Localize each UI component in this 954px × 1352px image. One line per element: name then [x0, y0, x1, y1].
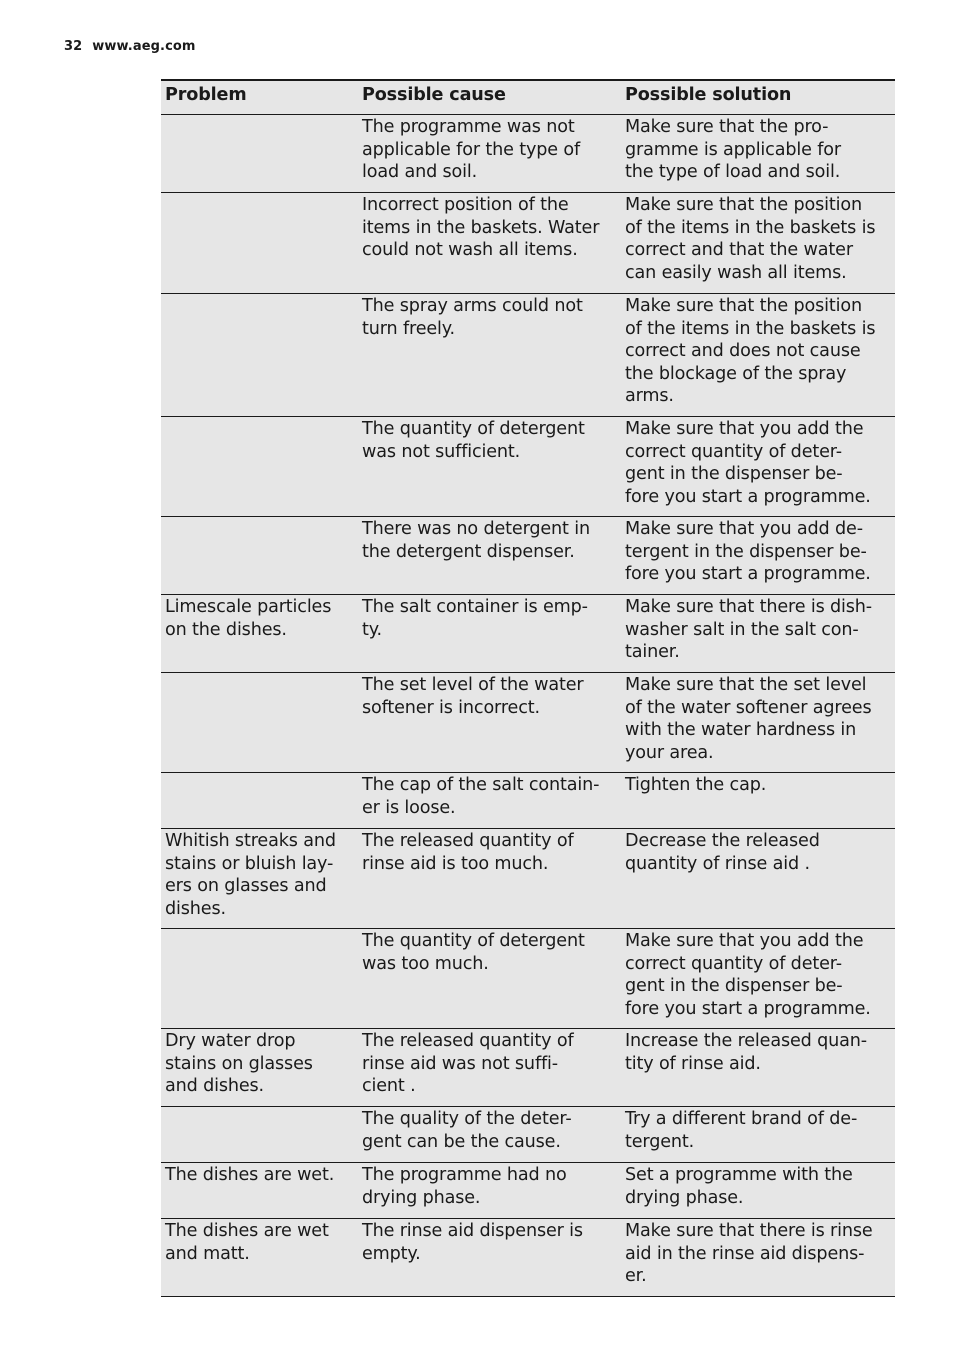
table-row: [161, 294, 895, 417]
table-row: [161, 829, 895, 929]
problem-cell: Dry water drop stains on glasses and dishes.: [165, 1031, 313, 1096]
solution-cell: Increase the released quan- tity of rinse aid.: [625, 1031, 867, 1074]
problem-cell: [161, 294, 358, 417]
problem-cell: [161, 115, 358, 193]
solution-cell: Make sure that there is rinse aid in the rinse aid dispens- er.: [625, 1221, 873, 1286]
problem-cell: The dishes are wet.: [165, 1165, 335, 1185]
cause-cell: The programme was not applicable for the type of load and soil.: [362, 117, 581, 182]
table-row: [161, 1029, 895, 1107]
page-number: 32: [64, 39, 83, 54]
cause-cell: Incorrect position of the items in the baskets. Water could not wash all items.: [362, 195, 600, 260]
solution-cell: Make sure that the position of the items in the baskets is correct and does not cause the blockage of the spray arms.: [625, 296, 876, 406]
cause-cell: The released quantity of rinse aid was not suffi- cient .: [362, 1031, 574, 1096]
problem-cell: [161, 929, 358, 1029]
solution-cell: Make sure that you add the correct quantity of deter- gent in the dispenser be- fore you start a programme.: [625, 931, 871, 1019]
table-row: [161, 193, 895, 294]
cause-cell: The quantity of detergent was too much.: [362, 931, 585, 974]
solution-cell: Decrease the released quantity of rinse aid .: [625, 831, 820, 874]
table-row: [161, 417, 895, 517]
cause-cell: The released quantity of rinse aid is too much.: [362, 831, 574, 874]
cause-cell: There was no detergent in the detergent dispenser.: [362, 519, 590, 562]
table-header-row: [161, 80, 895, 115]
column-header-problem: Problem: [165, 85, 247, 105]
cause-cell: The quantity of detergent was not sufficient.: [362, 419, 585, 462]
solution-cell: Make sure that the pro- gramme is applicable for the type of load and soil.: [625, 117, 841, 182]
problem-cell: [161, 517, 358, 595]
solution-cell: Try a different brand of de- tergent.: [625, 1109, 858, 1152]
solution-cell: Set a programme with the drying phase.: [625, 1165, 853, 1208]
table-row: [161, 929, 895, 1029]
table-row: [161, 1219, 895, 1297]
solution-cell: Make sure that the set level of the water softener agrees with the water hardness in your area.: [625, 675, 872, 763]
table-row: [161, 517, 895, 595]
problem-cell: [161, 193, 358, 294]
website-link[interactable]: www.aeg.com: [92, 39, 196, 54]
cause-cell: The salt container is emp- ty.: [362, 597, 588, 640]
problem-cell: [161, 417, 358, 517]
table-row: [161, 115, 895, 193]
page-header: [64, 39, 196, 54]
problem-cell: Limescale particles on the dishes.: [165, 597, 332, 640]
problem-cell: [161, 673, 358, 773]
table-header: [161, 80, 895, 115]
table-row: [161, 673, 895, 773]
table-row: [161, 595, 895, 673]
cause-cell: The programme had no drying phase.: [362, 1165, 567, 1208]
table-row: [161, 773, 895, 829]
cause-cell: The set level of the water softener is incorrect.: [362, 675, 584, 718]
problem-cell: The dishes are wet and matt.: [165, 1221, 329, 1264]
solution-cell: Make sure that you add the correct quantity of deter- gent in the dispenser be- fore you start a programme.: [625, 419, 871, 507]
problem-cell: [161, 1107, 358, 1163]
solution-cell: Make sure that the position of the items in the baskets is correct and that the water can easily wash all items.: [625, 195, 876, 283]
solution-cell: Make sure that you add de- tergent in the dispenser be- fore you start a programme.: [625, 519, 871, 584]
problem-cell: Whitish streaks and stains or bluish lay- ers on glasses and dishes.: [165, 831, 336, 919]
cause-cell: The cap of the salt contain- er is loose.: [362, 775, 600, 818]
solution-cell: Make sure that there is dish- washer salt in the salt con- tainer.: [625, 597, 872, 662]
cause-cell: The rinse aid dispenser is empty.: [362, 1221, 583, 1264]
column-header-solution: Possible solution: [625, 85, 792, 105]
cause-cell: The quality of the deter- gent can be the cause.: [362, 1109, 572, 1152]
problem-cell: [161, 773, 358, 829]
solution-cell: Tighten the cap.: [625, 775, 767, 795]
cause-cell: The spray arms could not turn freely.: [362, 296, 583, 339]
table-body: [161, 115, 895, 1297]
troubleshooting-table: [161, 79, 895, 1297]
table-row: [161, 1163, 895, 1219]
table-row: [161, 1107, 895, 1163]
column-header-cause: Possible cause: [362, 85, 506, 105]
